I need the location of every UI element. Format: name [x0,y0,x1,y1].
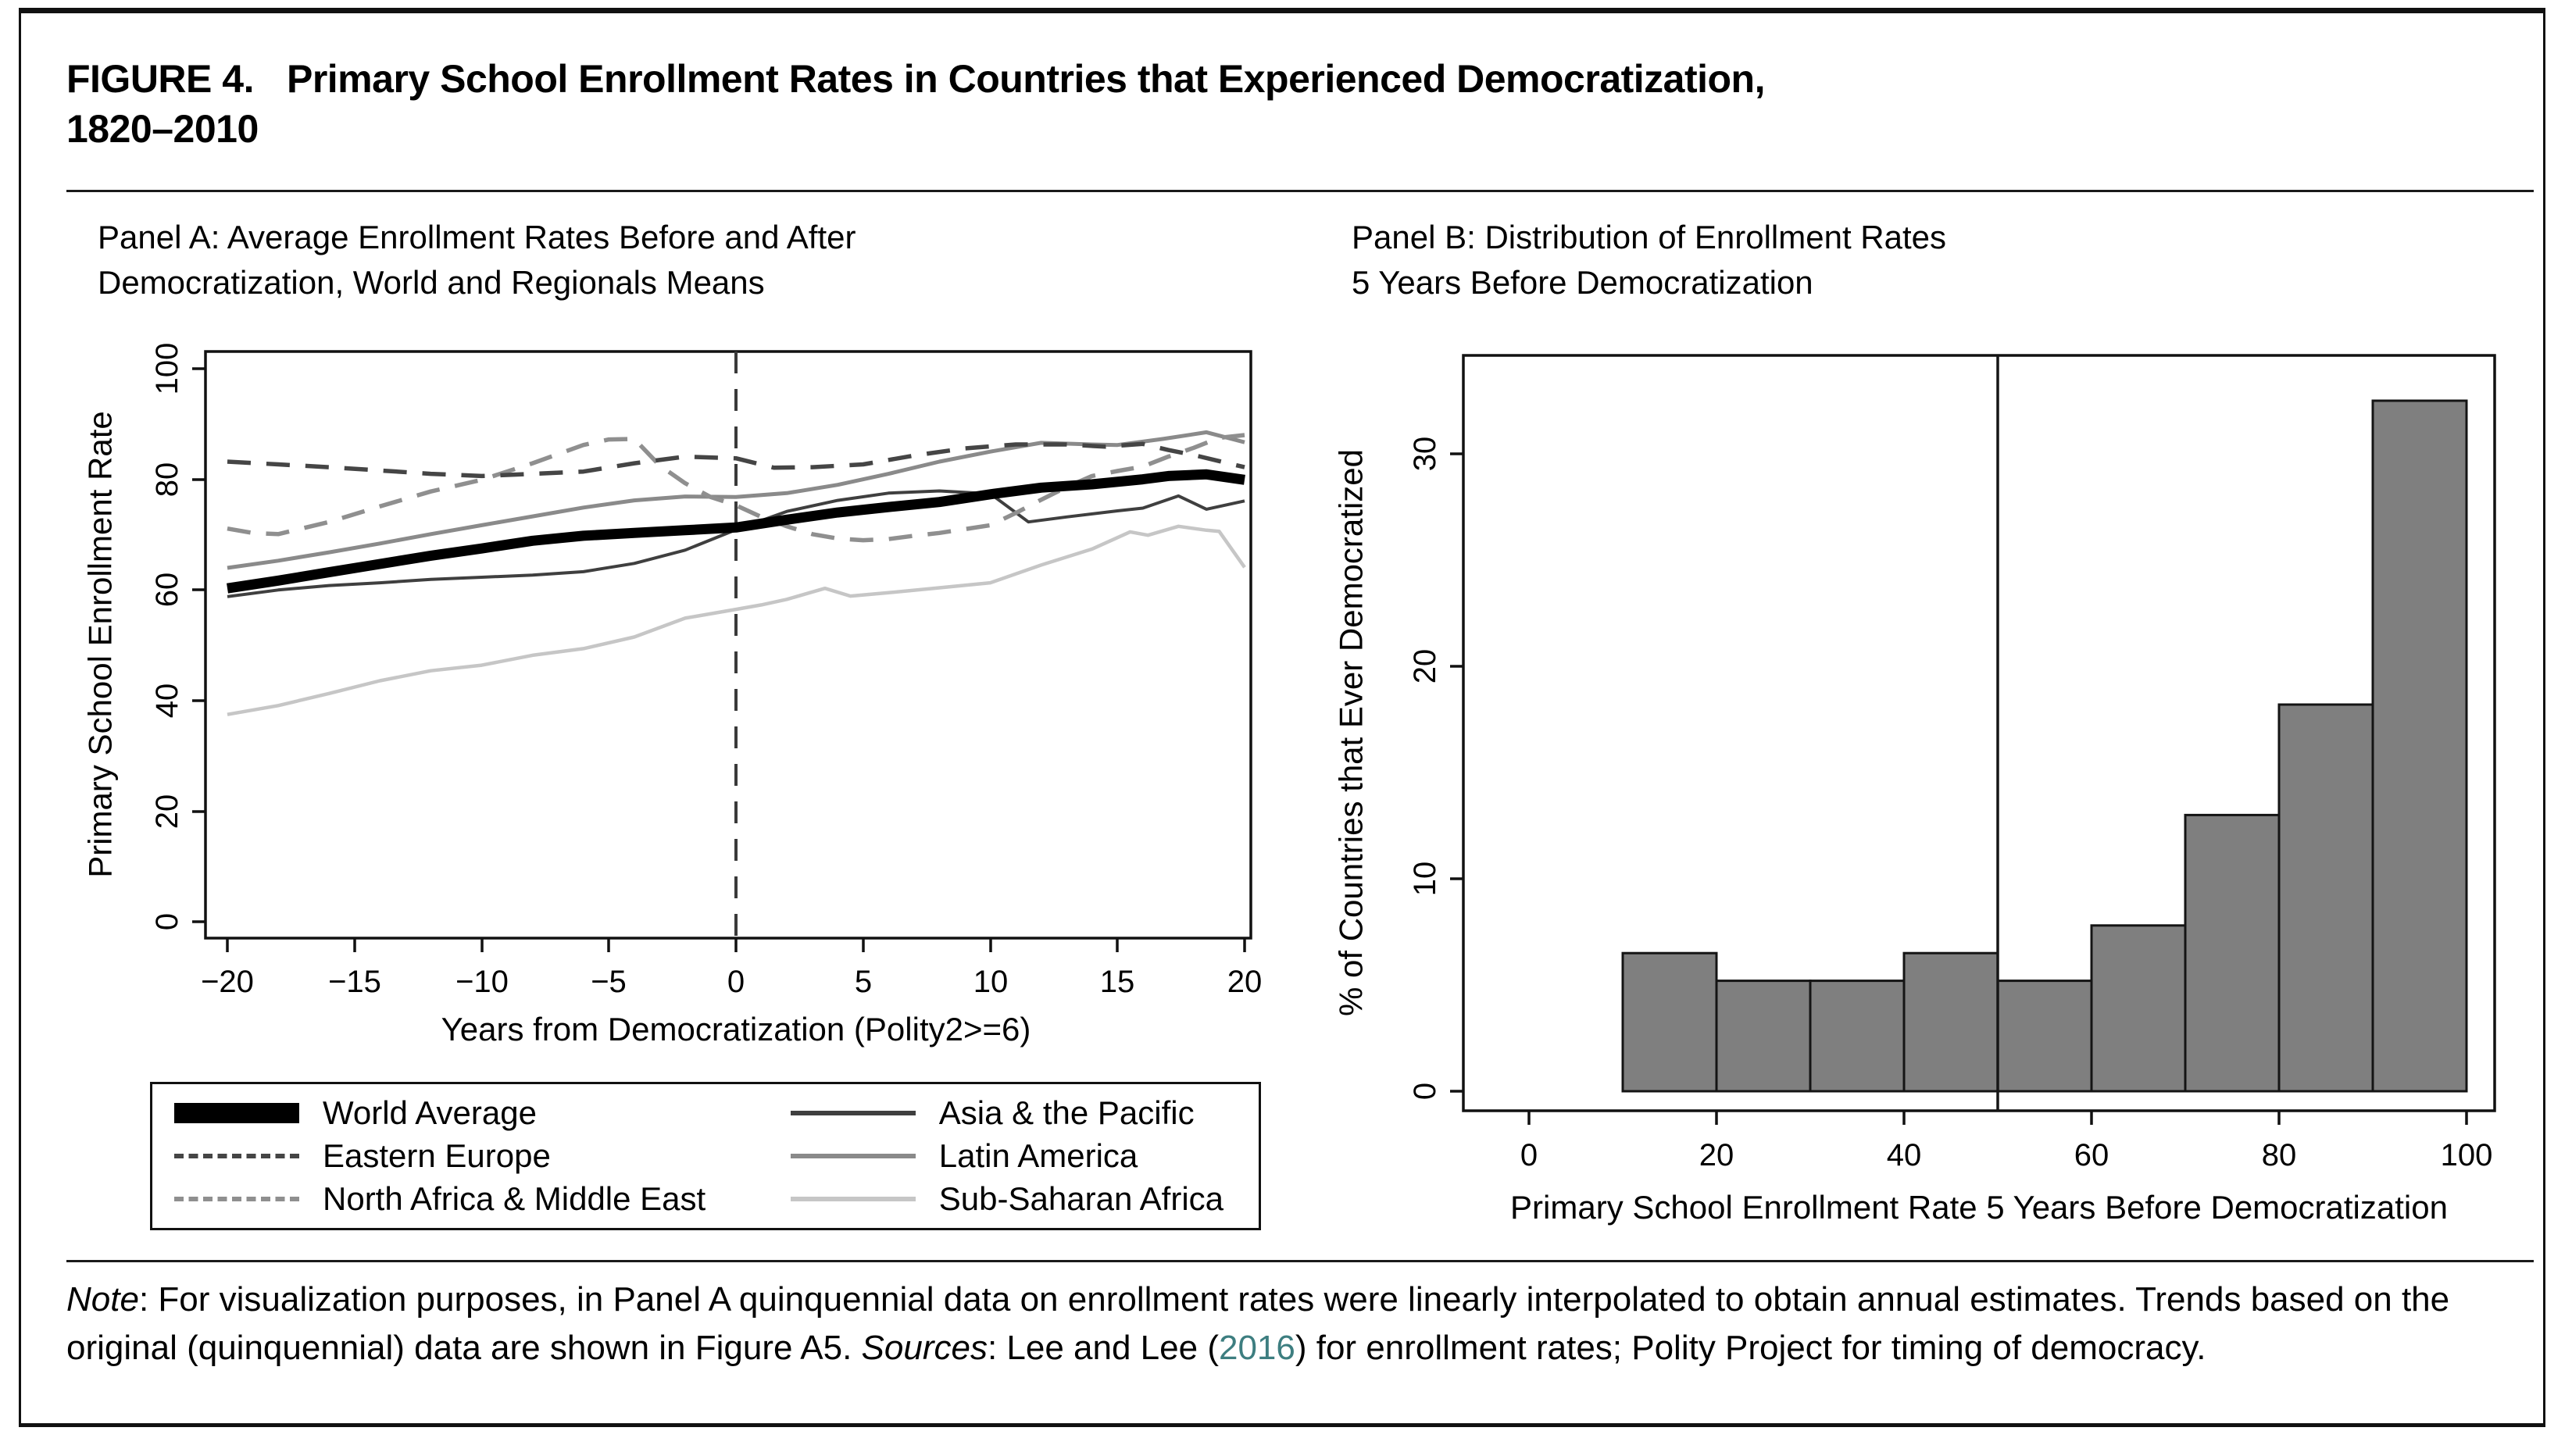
series-line-world [227,474,1245,588]
note-text-2: : Lee and Lee ( [987,1328,1219,1367]
panel-a-y-axis-label: Primary School Enrollment Rate [81,411,119,878]
panel-b-title-line2: 5 Years Before Democratization [1352,263,1813,301]
legend-label-world: World Average [323,1094,537,1132]
panel-a-xtick-m20: −20 [201,965,254,999]
panel-b-x-ticks [1529,1111,2467,1125]
panel-a-ytick-100: 100 [150,342,184,395]
histogram-bar-10-20 [1623,953,1716,1091]
panel-a-xtick-m10: −10 [455,965,509,999]
panel-a-chart [45,337,1264,1064]
panel-a-x-axis-label: Years from Democratization (Polity2>=6) [441,1011,1031,1047]
panel-b-ytick-0: 0 [1408,1082,1442,1101]
histogram-bar-40-50 [1904,953,1998,1091]
panel-b-chart [1291,337,2542,1247]
histogram-bar-90-100 [2373,401,2467,1091]
panel-b-ytick-20: 20 [1408,648,1442,684]
figure-note [66,1276,2539,1372]
panel-a-xtick-m15: −15 [328,965,381,999]
panel-b-xtick-0: 0 [1520,1138,1538,1172]
sources-word: Sources [861,1328,988,1367]
legend-item-latin_america [791,1137,1237,1175]
panel-b-x-axis-label: Primary School Enrollment Rate 5 Years Before Democratization [1510,1189,2448,1226]
panel-a-ytick-80: 80 [150,462,184,498]
citation-year-link[interactable]: 2016 [1218,1328,1295,1367]
legend-label-eastern_europe: Eastern Europe [323,1137,551,1174]
panel-a-x-tick-labels [201,965,1262,999]
histogram-bar-80-90 [2279,705,2373,1091]
legend-item-world [174,1094,791,1132]
panel-b-bars-group [1623,401,2467,1091]
panel-a-title-line2: Democratization, World and Regionals Means [98,263,765,301]
legend-item-north_africa_middle_east [174,1180,791,1218]
panel-a-xtick-5: 5 [854,965,873,999]
note-text-3: ) for enrollment rates; Polity Project for timing of democracy. [1295,1328,2206,1367]
figure-title-text: Primary School Enrollment Rates in Countries that Experienced Democratization, [286,57,1765,101]
legend-label-latin_america: Latin America [938,1137,1138,1174]
panel-b-xtick-20: 20 [1699,1138,1734,1172]
panel-a-xtick-m5: −5 [591,965,627,999]
panel-a-ytick-0: 0 [150,912,184,931]
panel-b-title-line1: Panel B: Distribution of Enrollment Rates [1352,219,1947,255]
panel-b-xtick-100: 100 [2440,1138,2493,1172]
panel-a-ytick-40: 40 [150,683,184,719]
figure-number-label: FIGURE 4. [66,57,254,101]
legend-line-sample-latin_america [791,1154,916,1158]
figure-border-box [19,8,2545,1427]
legend-item-sub_saharan_africa [791,1180,1237,1218]
histogram-bar-20-30 [1716,981,1810,1091]
panel-a-ytick-60: 60 [150,572,184,608]
panel-a-xtick-10: 10 [973,965,1009,999]
panel-b-ytick-10: 10 [1408,861,1442,897]
panel-a-y-ticks [192,369,205,922]
panel-a-xtick-20: 20 [1227,965,1263,999]
legend-line-sample-world [174,1103,299,1123]
legend-item-asia_pacific [791,1094,1237,1132]
note-text-1: : For visualization purposes, in Panel A quinquennial data on enrollment rates were linearly interpolated to obtain annual estimates. Trends based on the original (quinquennial) data are shown in Figure A5. [66,1280,2450,1367]
panel-a-title [98,215,1191,305]
panel-a-xtick-0: 0 [727,965,745,999]
legend-label-sub_saharan_africa: Sub-Saharan Africa [938,1179,1224,1217]
figure-title-years: 1820–2010 [66,107,259,151]
panel-b-y-ticks [1450,454,1463,1091]
panel-b-xtick-60: 60 [2074,1138,2109,1172]
panel-b-xtick-40: 40 [1886,1138,1922,1172]
note-divider [66,1260,2534,1262]
histogram-bar-70-80 [2185,815,2279,1091]
panel-b-title [1352,215,2445,305]
panel-b-ytick-30: 30 [1408,436,1442,472]
panel-b-xtick-80: 80 [2261,1138,2297,1172]
figure-title [66,54,2527,154]
panel-a-plot-frame [205,352,1251,938]
panel-a-title-line1: Panel A: Average Enrollment Rates Before and After [98,219,856,255]
panel-b-y-tick-labels [1408,437,1442,1100]
legend-label-north_africa_middle_east: North Africa & Middle East [323,1179,706,1217]
panel-a-x-ticks [227,938,1245,952]
legend-line-sample-asia_pacific [791,1111,916,1115]
legend-line-sample-sub_saharan_africa [791,1197,916,1201]
histogram-bar-30-40 [1810,981,1904,1091]
panel-a-legend [150,1082,1261,1230]
panel-b-y-axis-label: % of Countries that Ever Democratized [1332,449,1370,1016]
legend-line-sample-eastern_europe [174,1154,299,1158]
legend-item-eastern_europe [174,1137,791,1175]
histogram-bar-50-60 [1998,981,2092,1091]
legend-line-sample-north_africa_middle_east [174,1197,299,1201]
panel-b-x-tick-labels [1520,1138,2493,1172]
panel-a-y-tick-labels [150,343,184,931]
panel-a-xtick-15: 15 [1099,965,1135,999]
note-word: Note [66,1280,139,1319]
title-divider [66,190,2534,192]
legend-label-asia_pacific: Asia & the Pacific [938,1094,1195,1132]
histogram-bar-60-70 [2092,926,2185,1091]
panel-a-ytick-20: 20 [150,794,184,830]
